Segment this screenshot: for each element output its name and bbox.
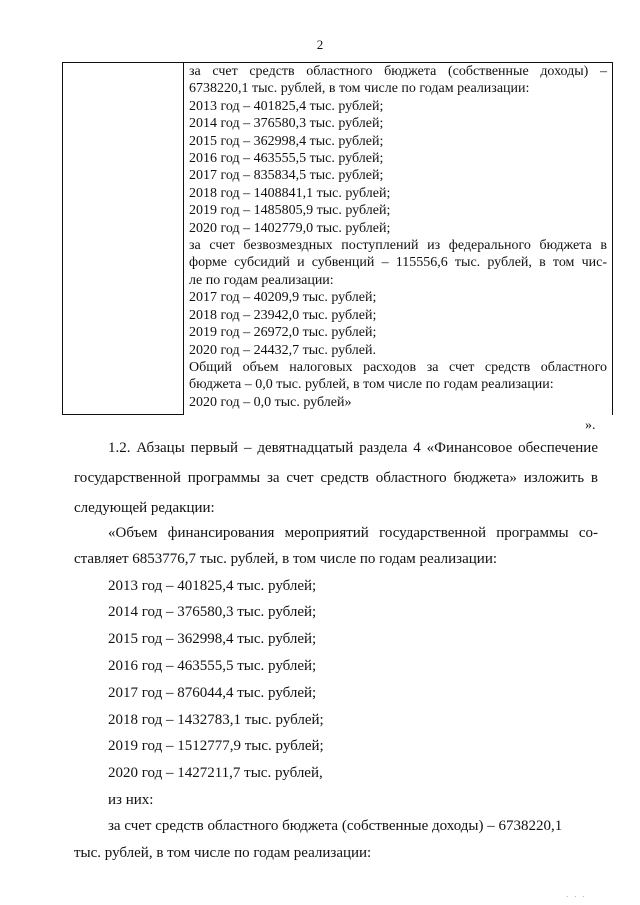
paragraph-1-2-line: следующей редакции: bbox=[74, 500, 215, 516]
final-paragraph-line: тыс. рублей, в том числе по годам реализации: bbox=[74, 845, 372, 861]
year-line: 2020 год – 1427211,7 тыс. рублей, bbox=[108, 765, 323, 781]
year-line: 2014 год – 376580,3 тыс. рублей; bbox=[108, 604, 317, 620]
table-line: 2020 год – 1402779,0 тыс. рублей; bbox=[189, 220, 391, 236]
year-line: 2015 год – 362998,4 тыс. рублей; bbox=[108, 631, 317, 647]
quote-paragraph-line: ставляет 6853776,7 тыс. рублей, в том числе по годам реализации: bbox=[74, 551, 498, 567]
table-line: ле по годам реализации: bbox=[189, 272, 334, 288]
quote-paragraph-line: «Объем финансирования мероприятий государственной программы со- bbox=[108, 525, 598, 541]
table-line: 2014 год – 376580,3 тыс. рублей; bbox=[189, 116, 384, 132]
table-line: 2020 год – 0,0 тыс. рублей» bbox=[189, 394, 352, 410]
table-line: 2015 год – 362998,4 тыс. рублей; bbox=[189, 133, 384, 149]
paragraph-1-2-line: 1.2. Абзацы первый – девятнадцатый раздела 4 «Финансовое обеспечение bbox=[108, 440, 598, 456]
year-line: 2016 год – 463555,5 тыс. рублей; bbox=[108, 658, 317, 674]
table-line: 2019 год – 26972,0 тыс. рублей; bbox=[189, 325, 377, 341]
year-line: 2018 год – 1432783,1 тыс. рублей; bbox=[108, 712, 324, 728]
table-left-cell-bottom-border bbox=[63, 414, 183, 415]
table-column-divider bbox=[183, 63, 184, 415]
page-number: 2 bbox=[316, 37, 324, 52]
paragraph-1-2-line: государственной программы за счет средств областного бюджета» изложить в bbox=[74, 470, 598, 486]
table-line: 2019 год – 1485805,9 тыс. рублей; bbox=[189, 203, 391, 219]
table-line: форме субсидий и субвенций – 115556,6 тыс. рублей, в том чис- bbox=[189, 255, 607, 271]
year-line: 2013 год – 401825,4 тыс. рублей; bbox=[108, 578, 317, 594]
from-them-label: из них: bbox=[108, 792, 154, 808]
table-line: за счет безвозмездных поступлений из федерального бюджета в bbox=[189, 238, 607, 254]
year-line: 2017 год – 876044,4 тыс. рублей; bbox=[108, 685, 317, 701]
table-line: за счет средств областного бюджета (собственные доходы) – bbox=[189, 64, 607, 79]
table-line: бюджета – 0,0 тыс. рублей, в том числе по годам реализации: bbox=[189, 377, 554, 393]
table-line: 2018 год – 23942,0 тыс. рублей; bbox=[189, 307, 377, 323]
table-line: Общий объем налоговых расходов за счет средств областного bbox=[189, 359, 607, 375]
table-right-cell bbox=[189, 63, 607, 411]
table-line: 2016 год – 463555,5 тыс. рублей; bbox=[189, 151, 384, 167]
table-line: 2020 год – 24432,7 тыс. рублей. bbox=[189, 342, 376, 358]
final-paragraph-line: за счет средств областного бюджета (собственные доходы) – 6738220,1 bbox=[108, 818, 563, 834]
table-line: 2013 год – 401825,4 тыс. рублей; bbox=[189, 98, 384, 114]
table-line: 2018 год – 1408841,1 тыс. рублей; bbox=[189, 185, 391, 201]
table-line: 2017 год – 835834,5 тыс. рублей; bbox=[189, 168, 384, 184]
table-line: 6738220,1 тыс. рублей, в том числе по годам реализации: bbox=[189, 81, 530, 97]
program-table bbox=[62, 62, 613, 415]
closing-quote: ». bbox=[585, 418, 596, 433]
year-line: 2019 год – 1512777,9 тыс. рублей; bbox=[108, 738, 324, 754]
table-line: 2017 год – 40209,9 тыс. рублей; bbox=[189, 290, 377, 306]
scan-corner-mark: · · · bbox=[566, 893, 587, 901]
